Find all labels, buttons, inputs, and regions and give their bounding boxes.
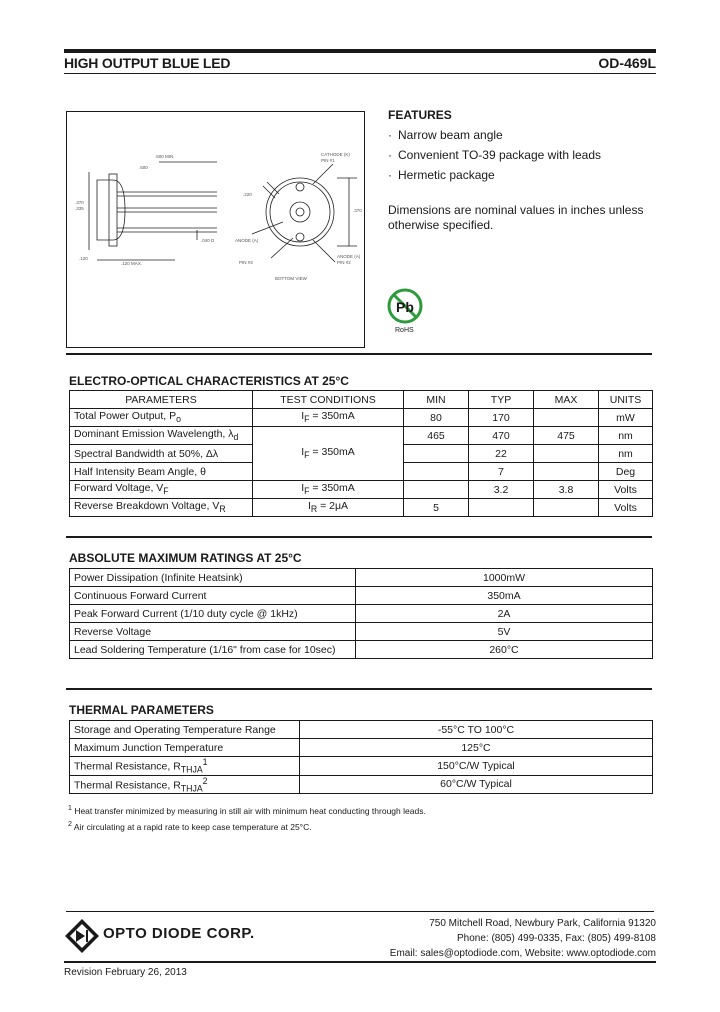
- thermal-value: 60°C/W Typical: [300, 775, 653, 794]
- typ-cell: [469, 499, 534, 517]
- table-row: [70, 481, 653, 499]
- min-cell: [404, 445, 469, 463]
- condition-cell: $I_F = 350mA$: [253, 427, 404, 481]
- table-row: [70, 587, 653, 605]
- document-title: HIGH OUTPUT BLUE LED: [64, 55, 231, 71]
- svg-text:PIN #1: PIN #1: [321, 158, 335, 163]
- section-divider: [66, 688, 652, 690]
- absolute-ratings-title: ABSOLUTE MAXIMUM RATINGS AT 25°C: [69, 551, 302, 565]
- header-underline: [64, 73, 656, 74]
- min-cell: 465: [404, 427, 469, 445]
- svg-text:ANODE (A): ANODE (A): [337, 254, 361, 259]
- col-typ: TYP: [469, 391, 534, 409]
- thermal-value: -55°C TO 100°C: [300, 721, 653, 739]
- col-parameters: PARAMETERS: [70, 391, 253, 409]
- address: 750 Mitchell Road, Newbury Park, California 91320: [429, 918, 656, 929]
- units-cell: Deg: [599, 463, 653, 481]
- min-cell: 5: [404, 499, 469, 517]
- min-cell: [404, 463, 469, 481]
- table-row: [70, 605, 653, 623]
- svg-text:CATHODE (K): CATHODE (K): [321, 152, 350, 157]
- email-website: Email: sales@optodiode.com, Website: www.optodiode.com: [389, 948, 656, 959]
- rating-label: Power Dissipation (Infinite Heatsink): [70, 569, 356, 587]
- section-divider: [66, 536, 652, 538]
- max-cell: 3.8: [534, 481, 599, 499]
- typ-cell: 170: [469, 409, 534, 427]
- param-cell: Forward Voltage, $V_F$: [70, 481, 253, 499]
- table-row: [70, 569, 653, 587]
- section-divider: [66, 353, 652, 355]
- footer-rule: [66, 911, 654, 912]
- top-rule: [64, 49, 656, 53]
- units-cell: Volts: [599, 481, 653, 499]
- rating-value: 350mA: [356, 587, 653, 605]
- rating-value: 260°C: [356, 641, 653, 659]
- table-row: [70, 739, 653, 757]
- svg-text:.370: .370: [75, 200, 84, 205]
- rating-value: 1000mW: [356, 569, 653, 587]
- table-row: [70, 499, 653, 517]
- table-row: [70, 721, 653, 739]
- thermal-title: THERMAL PARAMETERS: [69, 703, 214, 717]
- svg-text:.370: .370: [353, 208, 362, 213]
- package-drawing-svg: [67, 112, 364, 347]
- param-cell: Total Power Output, $P_o$: [70, 409, 253, 427]
- rating-label: Lead Soldering Temperature (1/16" from case for 10sec): [70, 641, 356, 659]
- company-logo: [64, 918, 100, 954]
- max-cell: [534, 499, 599, 517]
- max-cell: [534, 409, 599, 427]
- min-cell: 80: [404, 409, 469, 427]
- typ-cell: 3.2: [469, 481, 534, 499]
- table-row: [70, 641, 653, 659]
- min-cell: [404, 481, 469, 499]
- condition-cell: $I_F = 350mA$: [253, 409, 404, 427]
- svg-text:.040 D: .040 D: [201, 238, 215, 243]
- absolute-ratings-table: [69, 568, 653, 659]
- list-item: · Convenient TO-39 package with leads: [388, 148, 602, 162]
- param-cell: Spectral Bandwidth at 50%, Δλ: [70, 445, 253, 463]
- param-cell: Dominant Emission Wavelength, $\lambda_d$: [70, 427, 253, 445]
- thermal-label: Storage and Operating Temperature Range: [70, 721, 300, 739]
- features-list: [388, 128, 601, 188]
- svg-text:.120 MAX.: .120 MAX.: [121, 261, 143, 266]
- rohs-icon: [386, 287, 424, 335]
- svg-text:.335: .335: [75, 206, 84, 211]
- table-row: [70, 623, 653, 641]
- footer-bottom-rule: [64, 961, 656, 963]
- diode-logo-icon: [64, 918, 100, 954]
- max-cell: 475: [534, 427, 599, 445]
- pb-symbol: Pb: [396, 299, 414, 315]
- svg-text:.220: .220: [243, 192, 252, 197]
- units-cell: nm: [599, 445, 653, 463]
- thermal-label: Thermal Resistance, $R_{THJA}^1$: [70, 757, 300, 776]
- units-cell: Volts: [599, 499, 653, 517]
- electro-optical-table: [69, 390, 653, 517]
- phone-fax: Phone: (805) 499-0335, Fax: (805) 499-8108: [456, 933, 656, 944]
- svg-text:.500: .500: [139, 165, 148, 170]
- revision-date: Revision February 26, 2013: [64, 967, 187, 978]
- condition-cell: $I_R = 2\mu A$: [253, 499, 404, 517]
- thermal-label: Maximum Junction Temperature: [70, 739, 300, 757]
- thermal-table: [69, 720, 653, 794]
- col-max: MAX: [534, 391, 599, 409]
- dimensions-note: Dimensions are nominal values in inches unless otherwise specified.: [388, 203, 644, 232]
- electro-optical-title: ELECTRO-OPTICAL CHARACTERISTICS AT 25°C: [69, 374, 349, 388]
- svg-text:PIN #3: PIN #3: [239, 260, 253, 265]
- thermal-value: 125°C: [300, 739, 653, 757]
- rating-label: Reverse Voltage: [70, 623, 356, 641]
- table-row: [70, 757, 653, 776]
- col-units: UNITS: [599, 391, 653, 409]
- package-drawing: [66, 111, 365, 348]
- table-row: [70, 775, 653, 794]
- rating-label: Peak Forward Current (1/10 duty cycle @ 1kHz): [70, 605, 356, 623]
- company-name: OPTO DIODE CORP.: [103, 925, 255, 942]
- max-cell: [534, 445, 599, 463]
- list-item: · Narrow beam angle: [388, 128, 503, 142]
- rohs-label: RoHS: [395, 327, 414, 334]
- list-item: · Hermetic package: [388, 168, 495, 182]
- param-cell: Reverse Breakdown Voltage, $V_R$: [70, 499, 253, 517]
- thermal-label: Thermal Resistance, $R_{THJA}^2$: [70, 775, 300, 794]
- svg-text:.120: .120: [79, 256, 88, 261]
- svg-text:ANODE (A): ANODE (A): [235, 238, 259, 243]
- contact-info: [390, 916, 656, 961]
- table-header-row: [70, 391, 653, 409]
- thermal-value: 150°C/W Typical: [300, 757, 653, 776]
- bottom-view-label: BOTTOM VIEW: [275, 276, 307, 281]
- units-cell: nm: [599, 427, 653, 445]
- col-min: MIN: [404, 391, 469, 409]
- param-cell: Half Intensity Beam Angle, θ: [70, 463, 253, 481]
- svg-text:PIN #2: PIN #2: [337, 260, 351, 265]
- svg-text:.500 MIN.: .500 MIN.: [155, 154, 175, 159]
- typ-cell: 7: [469, 463, 534, 481]
- max-cell: [534, 463, 599, 481]
- units-cell: mW: [599, 409, 653, 427]
- typ-cell: 470: [469, 427, 534, 445]
- rating-label: Continuous Forward Current: [70, 587, 356, 605]
- rohs-badge: [386, 287, 424, 335]
- table-row: [70, 409, 653, 427]
- rating-value: 5V: [356, 623, 653, 641]
- typ-cell: 22: [469, 445, 534, 463]
- col-test-conditions: TEST CONDITIONS: [253, 391, 404, 409]
- footnote-1: $^1$ Heat transfer minimized by measuring in still air with minimum heat conducting through leads.: [68, 804, 426, 816]
- part-number: OD-469L: [598, 55, 656, 71]
- footnote-2: $^2$ Air circulating at a rapid rate to keep case temperature at 25°C.: [68, 820, 312, 832]
- condition-cell: $I_F = 350mA$: [253, 481, 404, 499]
- features-heading: FEATURES: [388, 108, 452, 122]
- rating-value: 2A: [356, 605, 653, 623]
- table-row: [70, 427, 653, 445]
